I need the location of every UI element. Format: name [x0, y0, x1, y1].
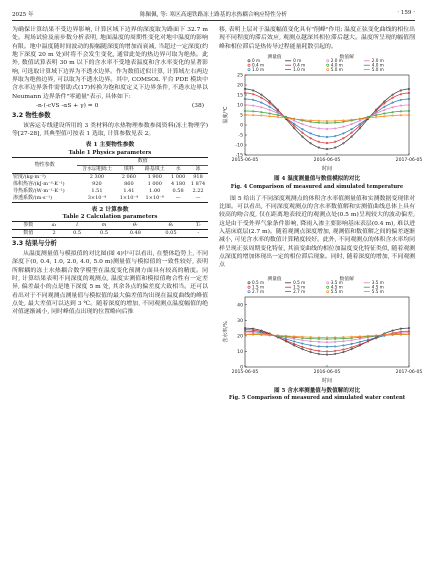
table-cell: 920 [92, 180, 102, 187]
equation-number: (38) [191, 103, 204, 110]
legend-header-simulated: 数值解 [339, 276, 354, 282]
y-axis-label: 含水率/% [223, 320, 229, 343]
equation-38 [12, 102, 208, 110]
table-physics-parameters [12, 157, 208, 203]
table-cell: 0.5 [64, 230, 91, 238]
table-row-label: 数值 [12, 230, 45, 238]
section-heading: 3.2 物性参数 [12, 112, 51, 120]
table1-caption-en: Table 1 Physics parameters [68, 149, 152, 156]
running-title: 陈佩佩, 等: 寒区高速铁路冻土路基的水热耦合响应特性分析 [139, 12, 288, 18]
table-column-header: 填料 [116, 165, 141, 173]
x-tick-label: 2017-06-05 [395, 158, 423, 164]
table-cell: - [189, 230, 208, 238]
table-column-header: l [64, 222, 91, 230]
table-cell: 0.48 [118, 230, 154, 238]
legend-label-measured: 1.0 m [252, 66, 265, 72]
x-axis-label: 时间 [321, 377, 333, 384]
table-row-label: 渗透系数/(m·s⁻¹) [12, 195, 77, 203]
legend-label-measured: 4.0 m [330, 62, 343, 68]
legend-label-simulated: 5.5 m [371, 288, 384, 294]
legend-marker [248, 286, 250, 288]
table-column-header: 路基填土 [141, 165, 168, 173]
table-row [12, 188, 208, 195]
table-header-property: 物性参数 [12, 157, 77, 173]
series-line [245, 89, 409, 149]
table-row-label: 导热系数/(W·m⁻¹·K⁻¹) [13, 187, 65, 194]
table1-caption: 表 1 主要物性参数 [85, 142, 135, 149]
table-column-header: Tᵣ [189, 222, 208, 230]
page-number: · 159 · [397, 10, 415, 16]
table-cell: 2 060 [121, 173, 137, 180]
legend-label-simulated: 0 m [293, 58, 302, 64]
y-tick-label: 20 [237, 83, 243, 89]
table2-caption: 表 2 计算参数 [91, 206, 129, 213]
figure4-caption-en: Fig. 4 Comparison of measured and simulated temperature [230, 183, 404, 190]
table2-caption-en: Table 2 Calculation parameters [62, 214, 158, 221]
legend-marker [327, 281, 329, 283]
y-tick-label: 0 [240, 365, 243, 371]
legend-marker [327, 290, 329, 292]
y-tick-label: -15 [235, 153, 243, 159]
table-cell: 1 900 [147, 173, 162, 180]
table-cell: 0.58 [172, 187, 184, 194]
legend-marker [327, 286, 329, 288]
legend-label-measured: 0.5 m [252, 279, 265, 285]
legend-marker [248, 290, 250, 292]
legend-header-measured: 测量值 [267, 276, 282, 282]
water-content-chart [219, 273, 423, 385]
page-header [12, 8, 415, 21]
table-cell: 1.51 [91, 187, 103, 194]
table-row-label: 体积热容/(kJ·m⁻³·K⁻¹) [13, 180, 65, 187]
legend-marker [248, 60, 250, 62]
plot-frame [245, 297, 409, 367]
table-column-header: θᵣ [118, 222, 154, 230]
legend-label-simulated: 2.0 m [371, 58, 384, 64]
legend-header-measured: 测量值 [267, 55, 282, 61]
table-cell: 1×10⁻⁸ [141, 195, 168, 203]
y-tick-label: 30 [237, 318, 243, 324]
legend-marker [327, 60, 329, 62]
y-tick-label: 0 [240, 123, 243, 129]
right-column [219, 26, 423, 402]
table-cell: 0.5 [91, 230, 118, 238]
table-header-param: 参数 [12, 222, 45, 230]
x-tick-label: 2016-06-05 [313, 158, 341, 164]
legend-label-simulated: 4.5 m [371, 284, 384, 290]
paragraph: 为确保计算结果不受边界影响, 计算区域下边界的深度取为路面下 32.7 m 处。现场试验及前步数分析表明, 地面温度的周期性变化对地中温度的影响有限。地中温度随时间波动的振幅随深度的增加而衰减, 当超过一定深度(约地下深度 20 m 处)时将不会发生变化, 通常此处的热边界可取为绝热。此外, 数值试算表明 30 m 以下的含水率不受地表温度和含水率变化的显著影响, 可选取计算域下边界为不透水边界。作为数值近似计算, 计算域左右两边界取为绝热边界, 可以取为不透水边界。其中, COMSOL 平台 PDE 模块中含水率边界条件需借助式(17)转换为饱和度定义下边界条件, 不透水边界以 Neumann 边界条件"零通量"表示, 具体如下: [12, 27, 208, 100]
legend-label-measured: 1.5 m [252, 284, 265, 290]
table-header-values: 数值 [77, 157, 208, 165]
table-cell: 2 300 [89, 173, 105, 180]
table-cell: — [188, 195, 208, 203]
table-cell: 4 180 [170, 180, 186, 187]
paragraph: 图 5 给出了不同深度观测点的体积含水率值测量值和实测数据变现律对比图。可以看出, 不同深度观测点的含水率数值解和实测值曲线总体上具有较高的吻合度, 仅在距离地表较近的观测点处(0.5 m)呈现较大的波动偏差, 这是由于受外界气象条件影响, 降雨入渗主要影响基床表层(0.4 m), 难以进入基床底层(2.7 m)。随着观测点深度增加, 观测值和数值解之间的偏差逐渐减小, 可见含水率的数值计算精度较好。此外, 不同观测点的体积含水率均同样呈现正弦周期变化特征, 其演变曲线的相位加温度变化特征类似, 随着观测点深度的增加体现出一定的相位滞后现象。同时, 随着深度的增加, 不同观测点 [219, 195, 415, 269]
legend-label-simulated: 1.0 m [293, 66, 306, 72]
legend-label-simulated: 5.0 m [371, 66, 384, 72]
legend-label-measured: 0.4 m [252, 62, 265, 68]
y-tick-label: 10 [237, 103, 243, 109]
table-cell: 918 [193, 173, 203, 180]
table-column-header: m [91, 222, 118, 230]
table-cell: 1 000 [147, 180, 162, 187]
legend-label-measured: 4.5 m [330, 284, 343, 290]
table-cell: 1 874 [190, 180, 206, 187]
x-tick-label: 2017-06-05 [395, 369, 423, 375]
table-calculation-parameters [12, 221, 208, 238]
y-tick-label: 20 [237, 334, 243, 340]
table-row [12, 195, 208, 203]
table-column-header: θₛ [153, 222, 189, 230]
legend-header-simulated: 数值解 [339, 55, 354, 61]
table-row [12, 173, 208, 181]
legend-label-measured: 2.0 m [330, 58, 343, 64]
legend-marker [327, 69, 329, 71]
legend-label-measured: 5.5 m [330, 288, 343, 294]
table-column-header: a₁ [45, 222, 64, 230]
y-tick-label: -10 [235, 143, 243, 149]
x-tick-label: 2015-06-05 [231, 158, 259, 164]
legend-label-measured: 3.5 m [330, 279, 343, 285]
table-cell: 1.41 [123, 187, 135, 194]
legend-label-measured: 2.7 m [252, 288, 265, 294]
table-cell: 1×10⁻⁴ [116, 195, 141, 203]
series-line [245, 99, 409, 137]
legend-marker [248, 64, 250, 66]
series-line [245, 329, 409, 351]
y-tick-label: 5 [240, 113, 243, 119]
equation-body: -n·(-cVS -αS + γ) = 0 [36, 103, 99, 110]
left-column [12, 26, 208, 317]
x-tick-label: 2015-06-05 [231, 369, 259, 375]
legend-label-simulated: 0.5 m [293, 279, 306, 285]
table-cell: — [168, 195, 188, 203]
figure4-caption: 图 4 温度测量值与数值模拟的对比 [273, 176, 361, 183]
figure5-caption: 图 5 含水率测量值与数值解的对比 [273, 388, 361, 395]
table-cell: 2.22 [192, 187, 204, 194]
legend-label-simulated: 4.0 m [371, 62, 384, 68]
table-cell: 2 [45, 230, 64, 238]
journal-year: 2025 年 [12, 12, 34, 18]
table-column-header: 含水层粗砾土 [77, 165, 116, 173]
legend-label-simulated: 2.7 m [293, 288, 306, 294]
y-tick-label: 25 [237, 73, 243, 79]
legend-label-simulated: 3.5 m [371, 279, 384, 285]
table-column-header: 水 [168, 165, 188, 173]
table-column-header: 冰 [188, 165, 208, 173]
paragraph: 该客运专线建设所用的 3 类材料的水热物理参数参阅资料(冻土物理学)等[27-28], 其典型值可按表 1 选取, 计算参数见表 2。 [12, 122, 208, 138]
y-tick-label: -5 [238, 133, 243, 139]
table-cell: 860 [124, 180, 134, 187]
figure5-caption-en: Fig. 5 Comparison of measured and simulated water content [228, 395, 406, 402]
paragraph: 从温度测量值与模拟值的对比图(图 4)中可以看出, 在整体趋势上, 不同深度下(0, 0.4, 1.0, 2.0, 4.0, 5.0 m)测量值与模拟值的一致性较好, 表明所解耦的冻土水热耦合数学模型在温度变化预测方面具有较高的精度。同时, 计算结果表明不同深度的观测点, 温度实测值和模拟值吻合性有一定差异, 偏差最小的点是地下深度 5 m 处, 其余各点的偏差度大致相当。还可以看出对于不同观测点测量值与模拟值的最大偏差值均出现在温度曲线的峰值点处, 最大差值可以达到 3 ℃。随着深度的增加, 不同观测点温度幅值的绝对值逐渐减小, 同时峰值点出现的位置略向后推 [12, 250, 208, 316]
x-axis-label: 时间 [321, 166, 333, 173]
legend-label-simulated: 1.5 m [293, 284, 306, 290]
table-cell: 3×10⁻⁴ [77, 195, 116, 203]
y-tick-label: 10 [237, 349, 243, 355]
x-tick-label: 2016-06-05 [313, 369, 341, 375]
y-axis-label: 温度/℃ [223, 106, 229, 124]
legend-label-measured: 0 m [252, 58, 261, 64]
table-row [12, 181, 208, 188]
section-heading: 3.3 结果与分析 [12, 240, 57, 248]
legend-marker [248, 69, 250, 71]
temperature-chart [219, 51, 423, 173]
y-tick-label: 15 [237, 93, 243, 99]
table-cell: 1 000 [170, 173, 186, 180]
legend-label-measured: 5.0 m [330, 66, 343, 72]
figure-5 [219, 273, 423, 388]
legend-marker [327, 64, 329, 66]
paragraph: 移, 表明上层对于温度幅值变化具有"削峰"作用; 温度正弦变化曲线的相位出现不同程度的滞后效应, 观测点越深其相位滞后越大。温度所呈现的幅值削峰和相位滞后是热传导过程能量耗散引起的。 [219, 27, 415, 50]
y-tick-label: 40 [237, 303, 243, 309]
legend-marker [248, 281, 250, 283]
table-cell: 0.05 [153, 230, 189, 238]
legend-label-simulated: 0.4 m [293, 62, 306, 68]
table-row-label: 密度/(kg·m⁻³) [13, 173, 46, 180]
figure-4 [219, 51, 423, 176]
table-cell: 1.00 [149, 187, 161, 194]
